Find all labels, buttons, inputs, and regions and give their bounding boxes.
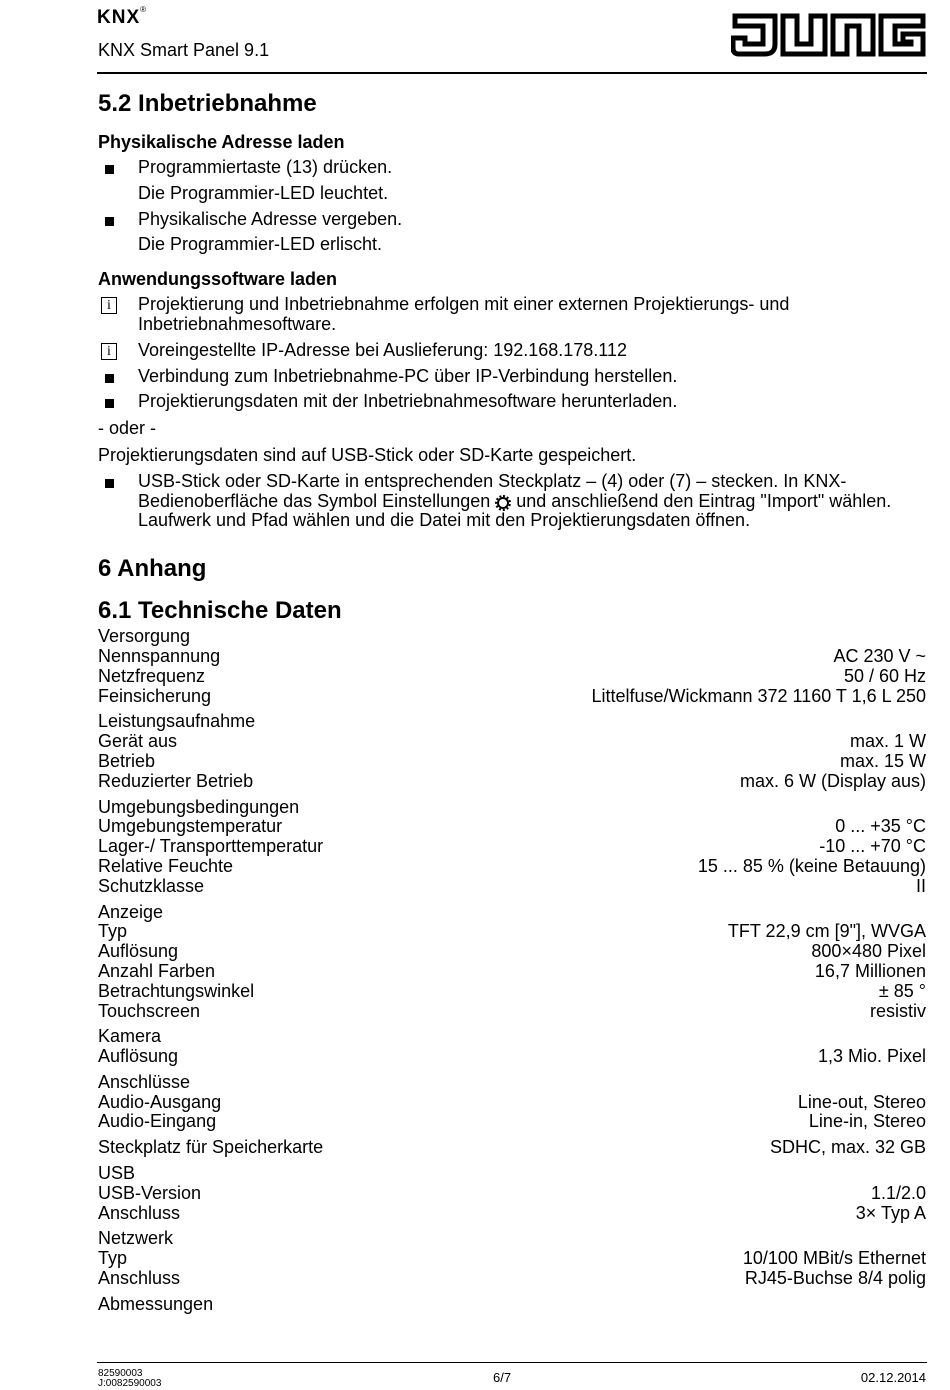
spec-group [98, 1027, 926, 1067]
spec-row [98, 1138, 926, 1158]
spec-value: II [915, 875, 926, 896]
spec-label: Touchscreen [98, 1000, 201, 1021]
jung-logo [731, 10, 927, 60]
spec-value: SDHC, max. 32 GB [769, 1137, 926, 1158]
spec-group [98, 627, 926, 706]
spec-label: Steckplatz für Speicherkarte [98, 1137, 324, 1158]
section-title-technische-daten: 6.1 Technische Daten [98, 597, 342, 625]
spec-value: 15 ... 85 % (keine Betauung) [697, 855, 926, 876]
spec-row [98, 837, 926, 857]
step-text: Physikalische Adresse vergeben. [138, 208, 403, 229]
header-rule [97, 72, 927, 74]
spec-label: USB-Version [98, 1182, 202, 1203]
spec-group-title: Umgebungsbedingungen [98, 796, 300, 817]
spec-label: Netzfrequenz [98, 665, 206, 686]
spec-value: Line-out, Stereo [797, 1091, 926, 1112]
spec-value: -10 ... +70 °C [819, 836, 926, 857]
footer-doc-numbers [98, 1369, 161, 1389]
spec-value: max. 1 W [849, 731, 926, 752]
spec-row [98, 1184, 926, 1204]
knx-logo: KNX® [97, 4, 148, 28]
spec-value: 0 ... +35 °C [835, 816, 926, 837]
info-icon: i [101, 297, 117, 314]
bullet-step [98, 158, 928, 178]
spec-value: AC 230 V ~ [833, 645, 926, 666]
spec-value: max. 6 W (Display aus) [739, 770, 926, 791]
spec-label: Anzahl Farben [98, 960, 216, 981]
spec-row [98, 857, 926, 877]
job-number: J:0082590003 [98, 1378, 162, 1389]
doc-number: 82590003 [98, 1368, 143, 1379]
spec-row [98, 732, 926, 752]
spec-value: 50 / 60 Hz [843, 665, 926, 686]
step-text: Die Programmier-LED leuchtet. [138, 182, 389, 203]
step-text: Projektierungsdaten mit der Inbetriebnahmesoftware herunterladen. [138, 391, 678, 412]
step-text: Programmiertaste (13) drücken. [138, 157, 393, 177]
step-text: Die Programmier-LED erlischt. [138, 234, 383, 255]
spec-label: Nennspannung [98, 645, 221, 666]
bullet-step [98, 392, 928, 412]
info-icon: i [101, 343, 117, 360]
spec-group-title: Anzeige [98, 901, 164, 922]
spec-group [98, 1229, 926, 1288]
spec-label: Feinsicherung [98, 685, 212, 706]
subheading-physical-address: Physikalische Adresse laden [98, 132, 345, 152]
spec-value: resistiv [869, 1000, 926, 1021]
usb-step-text-2: und anschließend den Eintrag "Import" wählen. Laufwerk und Pfad wählen und die Datei mit den Projektierungsdaten öffnen. [138, 490, 892, 531]
spec-row [98, 922, 926, 942]
step-text: Voreingestellte IP-Adresse bei Auslieferung: 192.168.178.112 [138, 339, 628, 360]
spec-value: 1,3 Mio. Pixel [817, 1046, 926, 1067]
spec-group [98, 1073, 926, 1132]
spec-label: Auflösung [98, 941, 179, 962]
spec-row [98, 877, 926, 897]
footer-date: 02.12.2014 [860, 1370, 926, 1385]
spec-label: Schutzklasse [98, 875, 205, 896]
spec-label: Auflösung [98, 1046, 179, 1067]
spec-row [98, 752, 926, 772]
spec-label: Relative Feuchte [98, 855, 234, 876]
spec-label: Lager-/ Transporttemperatur [98, 836, 324, 857]
footer-rule [97, 1362, 927, 1363]
spec-value: 10/100 MBit/s Ethernet [742, 1248, 926, 1269]
subheading-application-software: Anwendungssoftware laden [98, 269, 338, 290]
product-name: KNX Smart Panel 9.1 [98, 40, 270, 60]
spec-row [98, 667, 926, 687]
spec-row [98, 772, 926, 792]
page-number: 6/7 [493, 1370, 512, 1385]
spec-row [98, 647, 926, 667]
spec-row [98, 962, 926, 982]
spec-group-title: Versorgung [98, 626, 191, 647]
usb-import-step [98, 472, 928, 531]
page-content [98, 88, 928, 1315]
spec-row [98, 817, 926, 837]
spec-value: Line-in, Stereo [808, 1111, 926, 1132]
spec-group [98, 712, 926, 791]
section-title-anhang: 6 Anhang [98, 555, 207, 583]
spec-group-title: Leistungsaufnahme [98, 711, 256, 732]
spec-label: Typ [98, 921, 128, 942]
spec-row [98, 982, 926, 1002]
spec-group [98, 1295, 926, 1315]
spec-label: Betrachtungswinkel [98, 980, 255, 1001]
bullet-step [98, 367, 928, 387]
spec-label: Anschluss [98, 1202, 181, 1223]
spec-value: max. 15 W [839, 750, 926, 771]
step-result [98, 184, 928, 204]
spec-label: Anschluss [98, 1268, 181, 1289]
application-software-steps [98, 295, 928, 412]
step-result [98, 235, 928, 255]
spec-label: Typ [98, 1248, 128, 1269]
spec-row [98, 942, 926, 962]
spec-label: Umgebungstemperatur [98, 816, 283, 837]
spec-label: Betrieb [98, 750, 156, 771]
spec-value: 16,7 Millionen [814, 960, 926, 981]
physical-address-steps [98, 158, 928, 255]
info-note [98, 341, 928, 361]
spec-row [98, 1093, 926, 1113]
spec-row [98, 1204, 926, 1224]
spec-value: ± 85 ° [878, 980, 926, 1001]
spec-group-title: Netzwerk [98, 1228, 174, 1249]
spec-value: Littelfuse/Wickmann 372 1160 T 1,6 L 250 [591, 685, 926, 706]
spec-group [98, 798, 926, 897]
spec-label: Gerät aus [98, 731, 178, 752]
spec-value: 800×480 Pixel [811, 941, 926, 962]
spec-group [98, 1164, 926, 1223]
info-note [98, 295, 928, 335]
step-text: Verbindung zum Inbetriebnahme-PC über IP-Verbindung herstellen. [138, 365, 678, 386]
spec-row [98, 1002, 926, 1022]
usb-step-text-1: USB-Stick oder SD-Karte in entsprechenden Steckplatz – (4) oder (7) – stecken. In KNX-Bedienoberfläche das Symbol Einstellungen [138, 470, 847, 511]
spec-label: Reduzierter Betrieb [98, 770, 254, 791]
spec-group-title: Kamera [98, 1026, 162, 1047]
spec-label: Audio-Ausgang [98, 1091, 222, 1112]
spec-group-title: Anschlüsse [98, 1071, 191, 1092]
spec-row [98, 1047, 926, 1067]
spec-row [98, 687, 926, 707]
step-text: Projektierung und Inbetriebnahme erfolgen mit einer externen Projektierungs- und Inbetriebnahmesoftware. [138, 294, 790, 334]
bullet-step [98, 210, 928, 230]
spec-value: 3× Typ A [855, 1202, 926, 1223]
page-header [0, 0, 950, 76]
spec-row [98, 1112, 926, 1132]
spec-group-title: Abmessungen [98, 1293, 214, 1314]
spec-value: 1.1/2.0 [870, 1182, 926, 1203]
spec-group [98, 1138, 926, 1158]
spec-value: TFT 22,9 cm [9"], WVGA [727, 921, 926, 942]
oder-separator: - oder - [98, 418, 157, 439]
spec-group [98, 903, 926, 1022]
usb-intro-text: Projektierungsdaten sind auf USB-Stick oder SD-Karte gespeichert. [98, 444, 637, 465]
spec-value: RJ45-Buchse 8/4 polig [744, 1268, 926, 1289]
spec-row [98, 1249, 926, 1269]
gear-icon [497, 497, 509, 509]
spec-label: Audio-Eingang [98, 1111, 217, 1132]
spec-row [98, 1269, 926, 1289]
section-title-inbetriebnahme: 5.2 Inbetriebnahme [98, 90, 317, 117]
spec-group-title: USB [98, 1163, 136, 1184]
technical-data-table [98, 627, 926, 1315]
